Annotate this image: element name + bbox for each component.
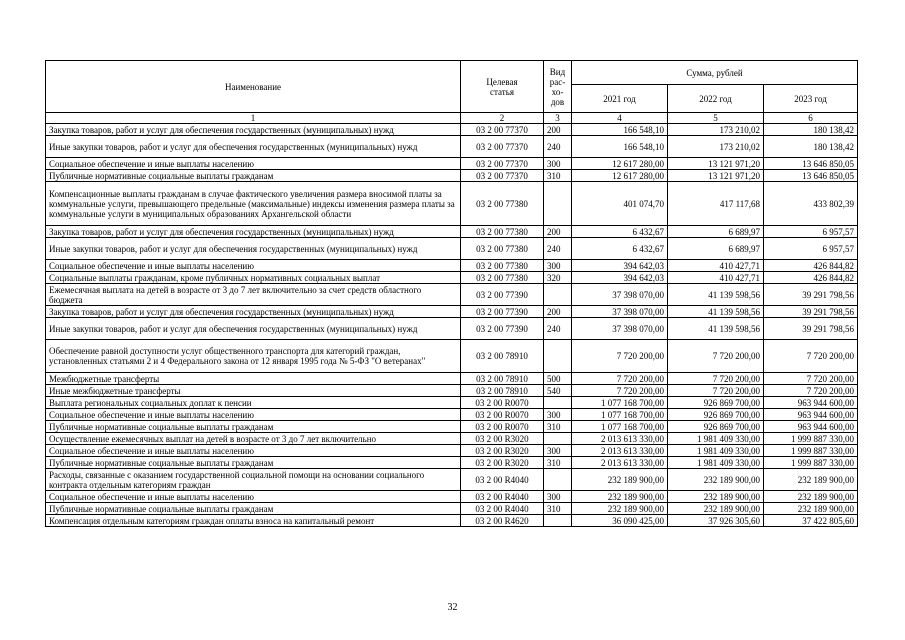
cell-sum-2022: 173 210,02	[668, 124, 764, 136]
cell-sum-2023: 1 999 887 330,00	[764, 433, 858, 445]
cell-sum-2022: 37 926 305,60	[668, 515, 764, 527]
cell-expense-type: 240	[544, 238, 572, 260]
cell-sum-2023: 426 844,82	[764, 272, 858, 284]
cell-sum-2023: 6 957,57	[764, 226, 858, 238]
cell-name: Осуществление ежемесячных выплат на детей в возрасте от 3 до 7 лет включительно	[46, 433, 461, 445]
table-row	[46, 385, 858, 397]
table-row	[46, 136, 858, 158]
cell-expense-type	[544, 284, 572, 306]
cell-sum-2022: 410 427,71	[668, 260, 764, 272]
cell-target-article: 03 2 00 77390	[461, 284, 544, 306]
column-number-row	[46, 113, 858, 124]
table-row	[46, 503, 858, 515]
cell-name: Обеспечение равной доступности услуг общественного транспорта для категорий граждан, установленных статьями 2 и 4 Федерального закона от 12 января 1995 года № 5-ФЗ "О ветеранах"	[46, 340, 461, 373]
cell-name: Иные закупки товаров, работ и услуг для обеспечения государственных (муниципальных) нужд	[46, 238, 461, 260]
cell-sum-2021: 232 189 900,00	[572, 503, 668, 515]
cell-sum-2022: 410 427,71	[668, 272, 764, 284]
cell-name: Иные закупки товаров, работ и услуг для обеспечения государственных (муниципальных) нужд	[46, 318, 461, 340]
cell-target-article: 03 2 00 R3020	[461, 445, 544, 457]
cell-sum-2023: 6 957,57	[764, 238, 858, 260]
table-row	[46, 445, 858, 457]
cell-target-article: 03 2 00 77370	[461, 170, 544, 182]
cell-sum-2022: 41 139 598,56	[668, 318, 764, 340]
cell-expense-type: 310	[544, 421, 572, 433]
table-row	[46, 469, 858, 491]
cell-expense-type	[544, 397, 572, 409]
cell-sum-2022: 7 720 200,00	[668, 340, 764, 373]
cell-expense-type: 310	[544, 503, 572, 515]
cell-expense-type: 200	[544, 124, 572, 136]
table-row	[46, 421, 858, 433]
cell-name: Иные межбюджетные трансферты	[46, 385, 461, 397]
table-row	[46, 170, 858, 182]
table-row	[46, 457, 858, 469]
cell-target-article: 03 2 00 77380	[461, 260, 544, 272]
cell-target-article: 03 2 00 78910	[461, 340, 544, 373]
cell-sum-2021: 401 074,70	[572, 182, 668, 226]
cell-sum-2022: 13 121 971,20	[668, 158, 764, 170]
cell-expense-type: 500	[544, 373, 572, 385]
cell-name: Социальное обеспечение и иные выплаты населению	[46, 409, 461, 421]
cell-name: Публичные нормативные социальные выплаты гражданам	[46, 170, 461, 182]
cell-sum-2021: 1 077 168 700,00	[572, 421, 668, 433]
cell-sum-2021: 36 090 425,00	[572, 515, 668, 527]
cell-sum-2022: 173 210,02	[668, 136, 764, 158]
cell-target-article: 03 2 00 R3020	[461, 433, 544, 445]
cell-target-article: 03 2 00 R4620	[461, 515, 544, 527]
table-row	[46, 340, 858, 373]
column-number: 1	[46, 113, 461, 124]
table-row	[46, 238, 858, 260]
cell-expense-type: 200	[544, 306, 572, 318]
cell-sum-2021: 166 548,10	[572, 124, 668, 136]
cell-expense-type: 310	[544, 170, 572, 182]
table-row	[46, 260, 858, 272]
cell-target-article: 03 2 00 R4040	[461, 491, 544, 503]
cell-sum-2021: 2 013 613 330,00	[572, 433, 668, 445]
cell-sum-2021: 7 720 200,00	[572, 340, 668, 373]
header-year-2022: 2022 год	[668, 85, 764, 113]
cell-sum-2023: 963 944 600,00	[764, 397, 858, 409]
cell-target-article: 03 2 00 77390	[461, 318, 544, 340]
cell-name: Социальное обеспечение и иные выплаты населению	[46, 491, 461, 503]
budget-table	[45, 60, 858, 527]
header-vid-line: Вид	[549, 66, 566, 77]
page-number: 32	[447, 602, 458, 613]
table-row	[46, 182, 858, 226]
header-name: Наименование	[46, 61, 461, 113]
column-number: 6	[764, 113, 858, 124]
cell-sum-2022: 41 139 598,56	[668, 284, 764, 306]
cell-name: Компенсационные выплаты гражданам в случае фактического увеличения размера вносимой платы за коммунальные услуги, превышающего предельные (максимальные) индексы изменения размера платы за коммунальные услуги в муниципальных образованиях Архангельской области	[46, 182, 461, 226]
cell-expense-type: 320	[544, 272, 572, 284]
table-row	[46, 491, 858, 503]
cell-target-article: 03 2 00 77370	[461, 136, 544, 158]
cell-name: Закупка товаров, работ и услуг для обеспечения государственных (муниципальных) нужд	[46, 306, 461, 318]
cell-expense-type: 240	[544, 318, 572, 340]
cell-target-article: 03 2 00 R3020	[461, 457, 544, 469]
cell-sum-2022: 232 189 900,00	[668, 491, 764, 503]
header-year-2021: 2021 год	[572, 85, 668, 113]
column-number: 2	[461, 113, 544, 124]
cell-sum-2023: 13 646 850,05	[764, 158, 858, 170]
cell-expense-type: 240	[544, 136, 572, 158]
cell-sum-2023: 180 138,42	[764, 124, 858, 136]
cell-target-article: 03 2 00 77390	[461, 306, 544, 318]
cell-sum-2021: 2 013 613 330,00	[572, 457, 668, 469]
cell-sum-2021: 232 189 900,00	[572, 469, 668, 491]
cell-expense-type	[544, 182, 572, 226]
cell-name: Публичные нормативные социальные выплаты гражданам	[46, 421, 461, 433]
table-header	[46, 61, 858, 124]
table-row	[46, 318, 858, 340]
cell-sum-2023: 963 944 600,00	[764, 409, 858, 421]
table-row	[46, 284, 858, 306]
cell-expense-type: 300	[544, 409, 572, 421]
cell-sum-2021: 1 077 168 700,00	[572, 409, 668, 421]
cell-sum-2023: 426 844,82	[764, 260, 858, 272]
cell-target-article: 03 2 00 77370	[461, 124, 544, 136]
cell-sum-2023: 39 291 798,56	[764, 306, 858, 318]
cell-sum-2023: 13 646 850,05	[764, 170, 858, 182]
cell-sum-2022: 13 121 971,20	[668, 170, 764, 182]
cell-sum-2021: 12 617 280,00	[572, 170, 668, 182]
cell-sum-2023: 37 422 805,60	[764, 515, 858, 527]
cell-sum-2023: 433 802,39	[764, 182, 858, 226]
table-row	[46, 373, 858, 385]
table-row	[46, 397, 858, 409]
cell-target-article: 03 2 00 R4040	[461, 469, 544, 491]
cell-sum-2022: 232 189 900,00	[668, 503, 764, 515]
table-row	[46, 158, 858, 170]
table-row	[46, 226, 858, 238]
header-vid-line: хо-	[551, 86, 564, 97]
cell-sum-2022: 7 720 200,00	[668, 385, 764, 397]
cell-expense-type: 540	[544, 385, 572, 397]
cell-target-article: 03 2 00 77380	[461, 238, 544, 260]
cell-target-article: 03 2 00 R0070	[461, 397, 544, 409]
cell-expense-type: 300	[544, 491, 572, 503]
cell-sum-2023: 7 720 200,00	[764, 373, 858, 385]
header-vid-line: дов	[550, 96, 565, 107]
header-vid-line: рас-	[549, 76, 566, 87]
cell-sum-2022: 41 139 598,56	[668, 306, 764, 318]
cell-sum-2023: 1 999 887 330,00	[764, 445, 858, 457]
cell-sum-2021: 7 720 200,00	[572, 373, 668, 385]
cell-expense-type: 300	[544, 260, 572, 272]
column-number: 5	[668, 113, 764, 124]
cell-sum-2022: 417 117,68	[668, 182, 764, 226]
cell-sum-2021: 7 720 200,00	[572, 385, 668, 397]
cell-sum-2022: 926 869 700,00	[668, 409, 764, 421]
header-code	[461, 61, 544, 113]
header-vid	[544, 61, 572, 113]
cell-expense-type: 300	[544, 445, 572, 457]
cell-sum-2021: 6 432,67	[572, 226, 668, 238]
cell-name: Публичные нормативные социальные выплаты гражданам	[46, 457, 461, 469]
cell-name: Компенсация отдельным категориям граждан оплаты взноса на капитальный ремонт	[46, 515, 461, 527]
cell-sum-2021: 232 189 900,00	[572, 491, 668, 503]
cell-sum-2022: 926 869 700,00	[668, 421, 764, 433]
cell-sum-2023: 232 189 900,00	[764, 491, 858, 503]
cell-expense-type: 310	[544, 457, 572, 469]
cell-name: Социальное обеспечение и иные выплаты населению	[46, 158, 461, 170]
cell-sum-2021: 6 432,67	[572, 238, 668, 260]
cell-sum-2021: 1 077 168 700,00	[572, 397, 668, 409]
cell-sum-2021: 37 398 070,00	[572, 318, 668, 340]
header-sum: Сумма, рублей	[572, 61, 858, 85]
cell-sum-2022: 1 981 409 330,00	[668, 445, 764, 457]
cell-sum-2021: 12 617 280,00	[572, 158, 668, 170]
cell-target-article: 03 2 00 77380	[461, 226, 544, 238]
cell-expense-type: 300	[544, 158, 572, 170]
cell-name: Социальные выплаты гражданам, кроме публичных нормативных социальных выплат	[46, 272, 461, 284]
cell-sum-2021: 2 013 613 330,00	[572, 445, 668, 457]
cell-sum-2022: 1 981 409 330,00	[668, 457, 764, 469]
cell-target-article: 03 2 00 77380	[461, 182, 544, 226]
table-row	[46, 433, 858, 445]
cell-sum-2021: 166 548,10	[572, 136, 668, 158]
cell-name: Закупка товаров, работ и услуг для обеспечения государственных (муниципальных) нужд	[46, 124, 461, 136]
header-year-2023: 2023 год	[764, 85, 858, 113]
cell-name: Публичные нормативные социальные выплаты гражданам	[46, 503, 461, 515]
table-row	[46, 124, 858, 136]
table-row	[46, 515, 858, 527]
cell-sum-2023: 180 138,42	[764, 136, 858, 158]
cell-name: Ежемесячная выплата на детей в возрасте от 3 до 7 лет включительно за счет средств областного бюджета	[46, 284, 461, 306]
cell-expense-type	[544, 515, 572, 527]
cell-target-article: 03 2 00 R0070	[461, 421, 544, 433]
cell-name: Расходы, связанные с оказанием государственной социальной помощи на основании социального контракта отдельным категориям граждан	[46, 469, 461, 491]
cell-sum-2023: 39 291 798,56	[764, 284, 858, 306]
cell-sum-2023: 7 720 200,00	[764, 385, 858, 397]
cell-sum-2023: 232 189 900,00	[764, 503, 858, 515]
cell-sum-2023: 232 189 900,00	[764, 469, 858, 491]
cell-expense-type	[544, 433, 572, 445]
cell-sum-2023: 1 999 887 330,00	[764, 457, 858, 469]
cell-name: Межбюджетные трансферты	[46, 373, 461, 385]
cell-sum-2021: 37 398 070,00	[572, 306, 668, 318]
table-row	[46, 272, 858, 284]
cell-sum-2022: 6 689,97	[668, 226, 764, 238]
cell-target-article: 03 2 00 R0070	[461, 409, 544, 421]
cell-name: Социальное обеспечение и иные выплаты населению	[46, 260, 461, 272]
cell-sum-2022: 6 689,97	[668, 238, 764, 260]
table-row	[46, 409, 858, 421]
table-row	[46, 306, 858, 318]
cell-target-article: 03 2 00 77380	[461, 272, 544, 284]
column-number: 4	[572, 113, 668, 124]
cell-sum-2022: 232 189 900,00	[668, 469, 764, 491]
cell-sum-2021: 394 642,03	[572, 272, 668, 284]
cell-target-article: 03 2 00 78910	[461, 385, 544, 397]
cell-target-article: 03 2 00 78910	[461, 373, 544, 385]
cell-expense-type	[544, 469, 572, 491]
cell-name: Иные закупки товаров, работ и услуг для обеспечения государственных (муниципальных) нужд	[46, 136, 461, 158]
cell-sum-2021: 37 398 070,00	[572, 284, 668, 306]
cell-target-article: 03 2 00 77370	[461, 158, 544, 170]
column-number: 3	[544, 113, 572, 124]
cell-sum-2022: 7 720 200,00	[668, 373, 764, 385]
cell-sum-2023: 7 720 200,00	[764, 340, 858, 373]
cell-sum-2023: 39 291 798,56	[764, 318, 858, 340]
cell-target-article: 03 2 00 R4040	[461, 503, 544, 515]
cell-expense-type	[544, 340, 572, 373]
cell-name: Закупка товаров, работ и услуг для обеспечения государственных (муниципальных) нужд	[46, 226, 461, 238]
table-body	[46, 124, 858, 527]
cell-sum-2022: 926 869 700,00	[668, 397, 764, 409]
cell-sum-2022: 1 981 409 330,00	[668, 433, 764, 445]
header-code-line2: статья	[490, 86, 514, 97]
header-code-line1: Целевая	[486, 76, 518, 87]
cell-expense-type: 200	[544, 226, 572, 238]
cell-name: Выплата региональных социальных доплат к пенсии	[46, 397, 461, 409]
cell-sum-2023: 963 944 600,00	[764, 421, 858, 433]
cell-name: Социальное обеспечение и иные выплаты населению	[46, 445, 461, 457]
cell-sum-2021: 394 642,03	[572, 260, 668, 272]
